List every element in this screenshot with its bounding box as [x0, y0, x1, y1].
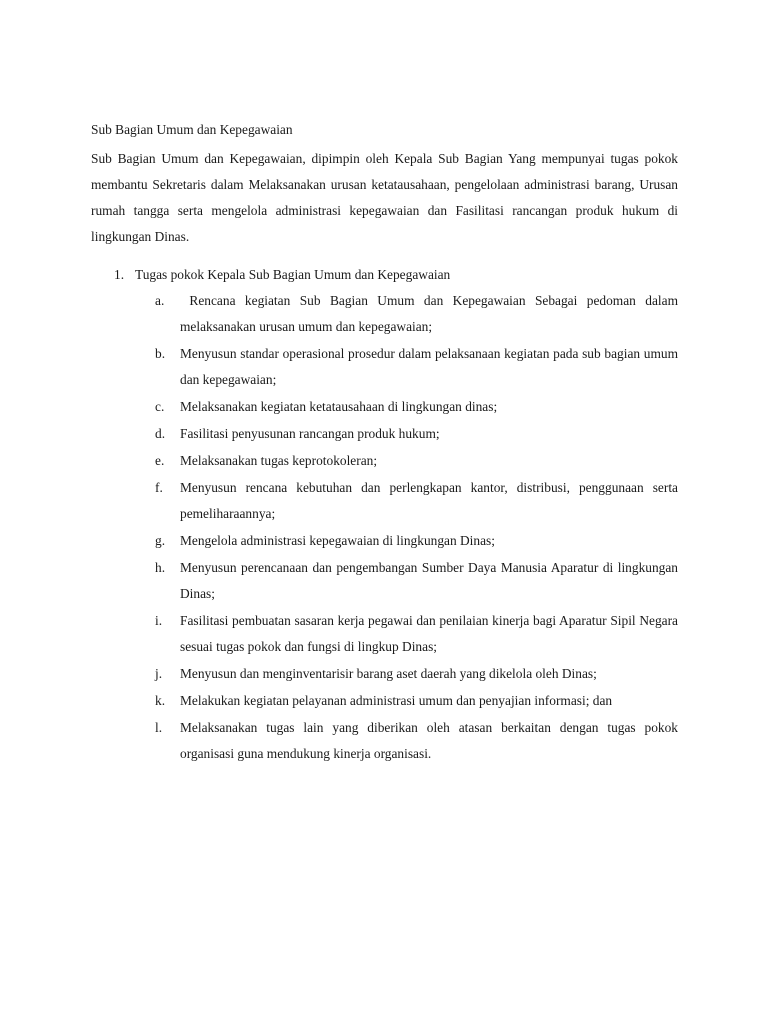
list-marker: h.: [155, 560, 166, 575]
list-item: [155, 555, 678, 607]
list-marker: i.: [155, 613, 163, 628]
numbered-list-item: [91, 262, 681, 288]
list-marker: e.: [155, 453, 165, 468]
list-item: [155, 661, 678, 687]
list-marker: b.: [155, 346, 166, 361]
sub-list: [155, 288, 678, 768]
list-item: [155, 341, 678, 393]
list-item-text: Melaksanakan tugas lain yang diberikan oleh atasan berkaitan dengan tugas pokok organisasi guna mendukung kinerja organisasi.: [180, 720, 678, 761]
list-item: [155, 608, 678, 660]
list-item: [155, 288, 678, 340]
list-item: [155, 475, 678, 527]
list-item: [155, 528, 678, 554]
numbered-list: [91, 262, 681, 288]
list-item-text: Menyusun dan menginventarisir barang aset daerah yang dikelola oleh Dinas;: [180, 666, 597, 681]
list-marker: d.: [155, 426, 166, 441]
list-item-text: Melaksanakan tugas keprotokoleran;: [180, 453, 378, 468]
list-item-text: Menyusun perencanaan dan pengembangan Sumber Daya Manusia Aparatur di lingkungan Dinas;: [180, 560, 678, 601]
list-item-text: Melakukan kegiatan pelayanan administrasi umum dan penyajian informasi; dan: [180, 693, 613, 708]
list-marker: f.: [155, 480, 163, 495]
list-item: [155, 394, 678, 420]
list-marker: a.: [155, 293, 165, 308]
list-item: [155, 448, 678, 474]
list-item: [155, 421, 678, 447]
list-item-text: Fasilitasi pembuatan sasaran kerja pegawai dan penilaian kinerja bagi Aparatur Sipil Negara sesuai tugas pokok dan fungsi di lingkup Dinas;: [180, 613, 678, 654]
list-marker: c.: [155, 399, 165, 414]
list-item-text: Menyusun rencana kebutuhan dan perlengkapan kantor, distribusi, penggunaan serta pemeliharaannya;: [180, 480, 678, 521]
list-item-text: Melaksanakan kegiatan ketatausahaan di lingkungan dinas;: [180, 399, 498, 414]
list-marker: g.: [155, 533, 166, 548]
intro-paragraph: Sub Bagian Umum dan Kepegawaian, dipimpin oleh Kepala Sub Bagian Yang mempunyai tugas pokok membantu Sekretaris dalam Melaksanakan urusan ketatausahaan, pengelolaan administrasi barang, Urusan rumah tangga serta mengelola administrasi kepegawaian dan Fasilitasi rancangan produk hukum di lingkungan Dinas.: [91, 151, 678, 244]
list-item-text: Fasilitasi penyusunan rancangan produk hukum;: [180, 426, 440, 441]
section-title: Tugas pokok Kepala Sub Bagian Umum dan Kepegawaian: [135, 267, 451, 282]
list-item: [155, 688, 678, 714]
list-marker: k.: [155, 693, 166, 708]
list-item-text: Menyusun standar operasional prosedur dalam pelaksanaan kegiatan pada sub bagian umum dan kepegawaian;: [180, 346, 678, 387]
list-item-text: Mengelola administrasi kepegawaian di lingkungan Dinas;: [180, 533, 495, 548]
list-marker: j.: [155, 666, 163, 681]
list-item: [155, 715, 678, 767]
list-marker: l.: [155, 720, 163, 735]
list-item-text: Rencana kegiatan Sub Bagian Umum dan Kepegawaian Sebagai pedoman dalam melaksanakan urusan umum dan kepegawaian;: [180, 293, 678, 334]
list-number: 1.: [114, 267, 125, 282]
document-heading: Sub Bagian Umum dan Kepegawaian: [91, 122, 293, 137]
